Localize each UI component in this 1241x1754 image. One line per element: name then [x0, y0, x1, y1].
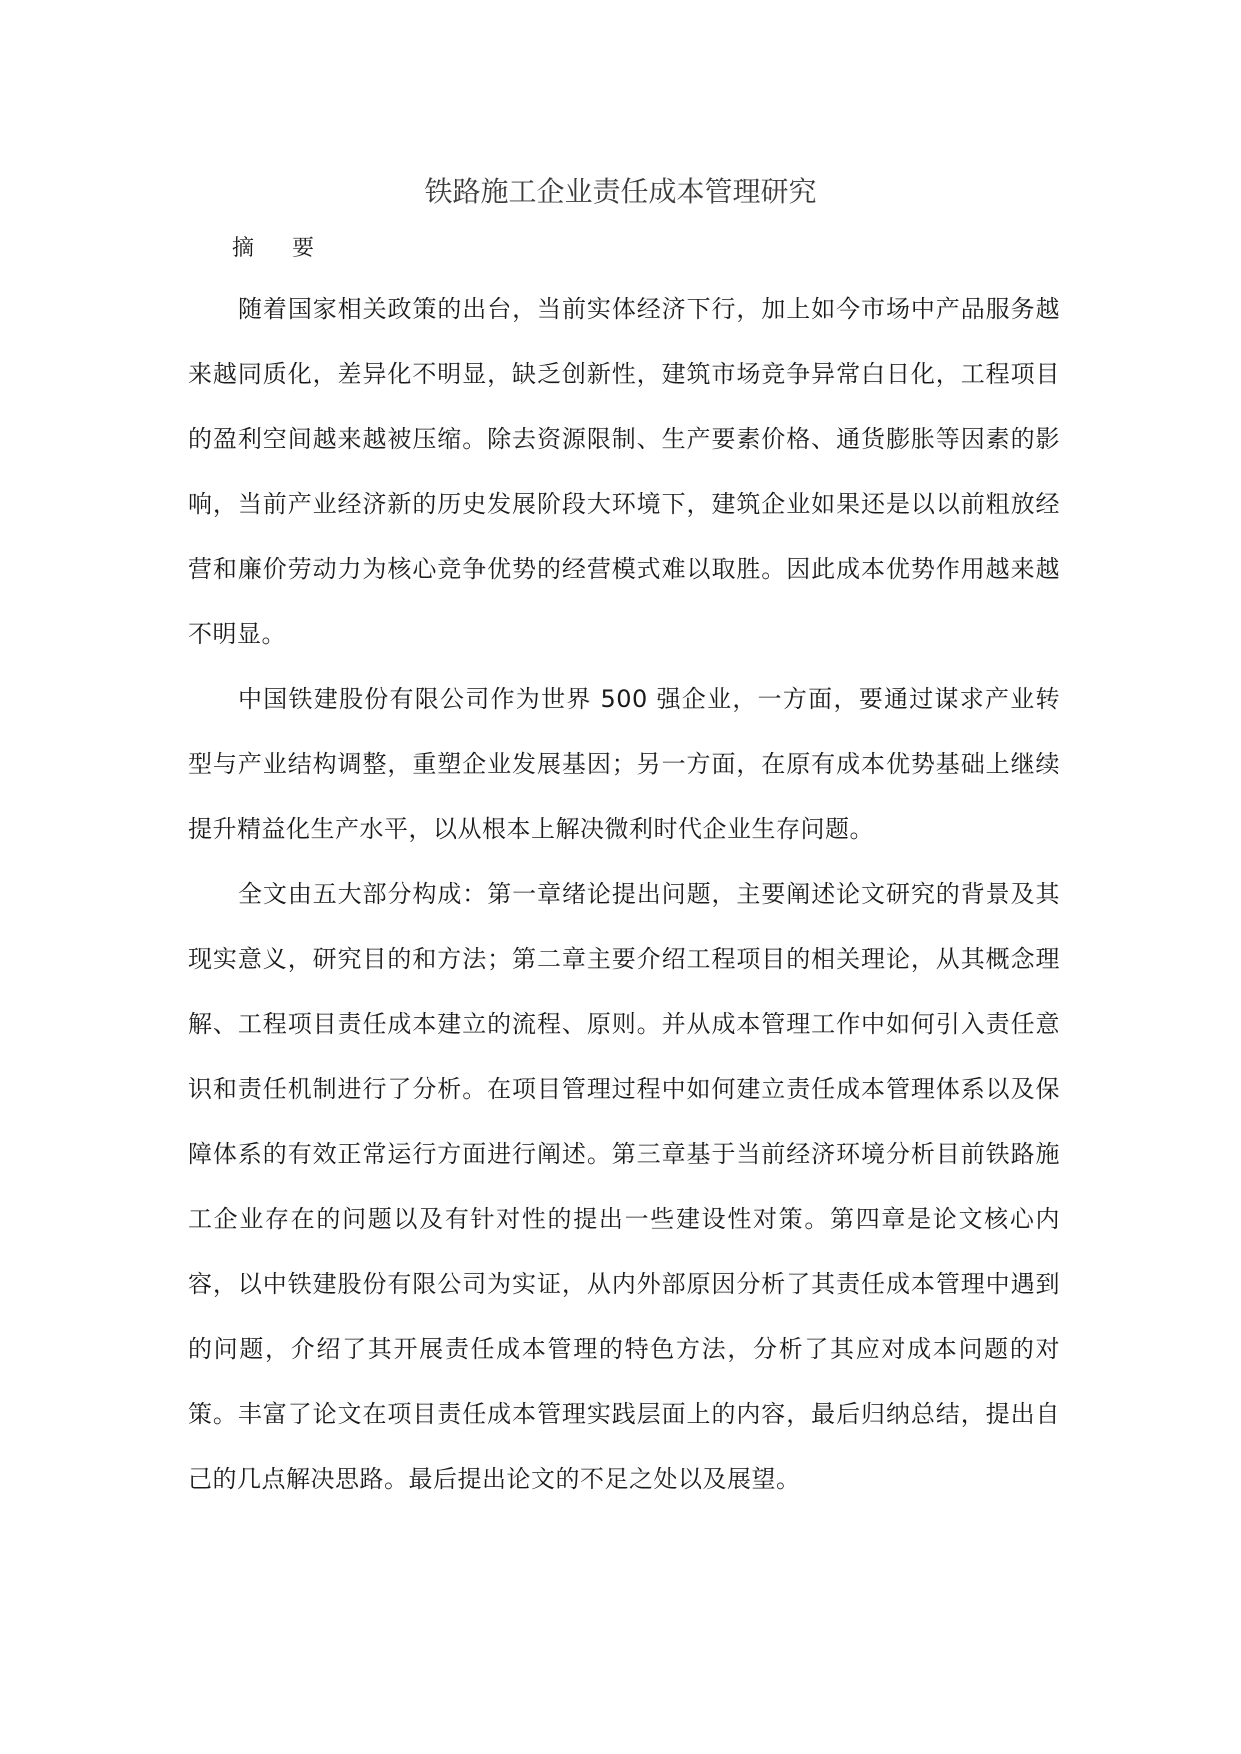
- document-title: 铁路施工企业责任成本管理研究: [424, 175, 817, 208]
- abstract-body: [188, 277, 1060, 1512]
- abstract-paragraph-2: 中国铁建股份有限公司作为世界 500 强企业，一方面，要通过谋求产业转型与产业结构调整，重塑企业发展基因；另一方面，在原有成本优势基础上继续提升精益化生产水平，以从根本上解决微利时代企业生存问题。: [188, 685, 1060, 843]
- abstract-heading: 摘要: [232, 236, 353, 261]
- abstract-paragraph-1: 随着国家相关政策的出台，当前实体经济下行，加上如今市场中产品服务越来越同质化，差异化不明显，缺乏创新性，建筑市场竞争异常白日化，工程项目的盈利空间越来越被压缩。除去资源限制、生产要素价格、通货膨胀等因素的影响，当前产业经济新的历史发展阶段大环境下，建筑企业如果还是以以前粗放经营和廉价劳动力为核心竞争优势的经营模式难以取胜。因此成本优势作用越来越不明显。: [188, 295, 1060, 648]
- abstract-paragraph-3: 全文由五大部分构成：第一章绪论提出问题，主要阐述论文研究的背景及其现实意义，研究目的和方法；第二章主要介绍工程项目的相关理论，从其概念理解、工程项目责任成本建立的流程、原则。并从成本管理工作中如何引入责任意识和责任机制进行了分析。在项目管理过程中如何建立责任成本管理体系以及保障体系的有效正常运行方面进行阐述。第三章基于当前经济环境分析目前铁路施工企业存在的问题以及有针对性的提出一些建设性对策。第四章是论文核心内容，以中铁建股份有限公司为实证，从内外部原因分析了其责任成本管理中遇到的问题，介绍了其开展责任成本管理的特色方法，分析了其应对成本问题的对策。丰富了论文在项目责任成本管理实践层面上的内容，最后归纳总结，提出自己的几点解决思路。最后提出论文的不足之处以及展望。: [188, 880, 1060, 1493]
